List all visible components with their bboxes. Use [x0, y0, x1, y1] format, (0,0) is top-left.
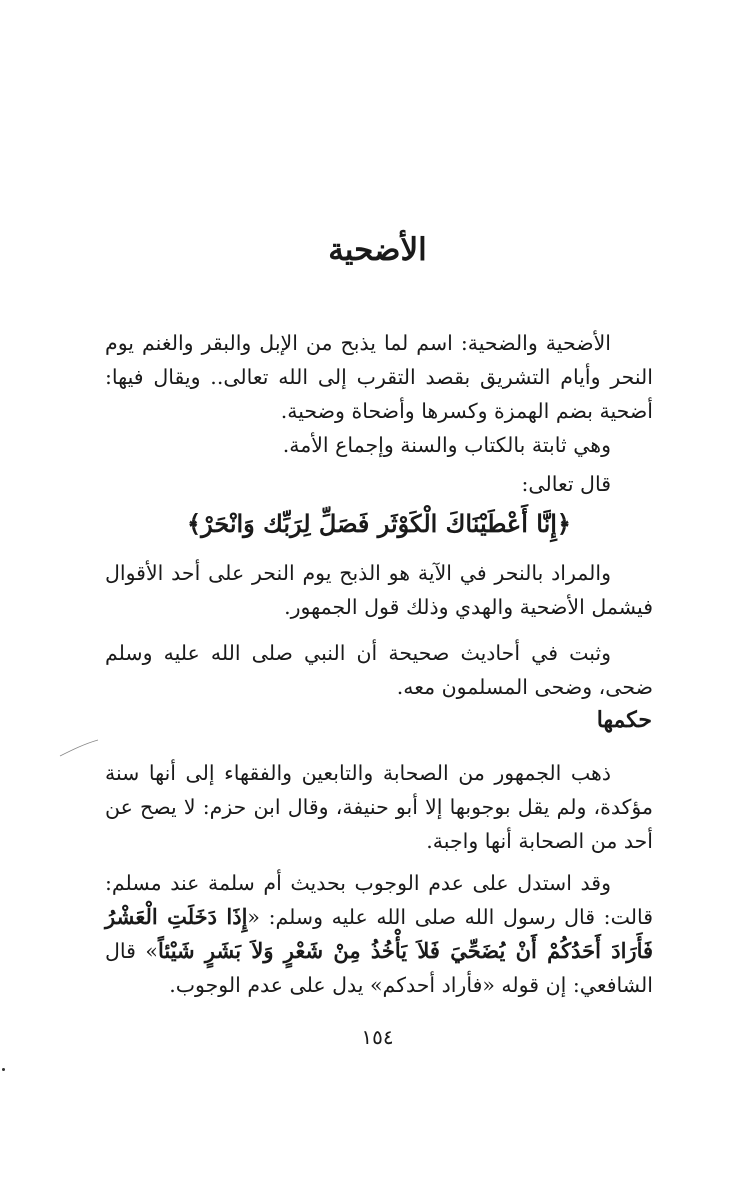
pen-stroke-mark — [58, 738, 100, 758]
hadith-quote: إِذَا دَخَلَتِ الْعَشْرُ فَأَرَادَ أَحَدُكُمْ أَنْ يُضَحِّيَ فَلاَ يَأْخُذُ مِنْ شَعْرٍ وَلاَ بَشَرٍ شَيْئاً — [105, 904, 654, 963]
ruling-paragraph: ذهب الجمهور من الصحابة والتابعين والفقهاء إلى أنها سنة مؤكدة، ولم يقل بوجوبها إلا أبو حنيفة، وقال ابن حزم: لا يصح عن أحد من الصحابة أنها واجبة. — [105, 761, 653, 853]
page-title: الأضحية — [328, 232, 427, 268]
page-number: ١٥٤ — [361, 1025, 394, 1049]
verse-meaning-paragraph: والمراد بالنحر في الآية هو الذبح يوم النحر على أحد الأقوال فيشمل الأضحية والهدي وذلك قول الجمهور. — [105, 561, 653, 619]
verse-intro: قال تعالى: — [521, 472, 611, 496]
quran-verse: ﴿إِنَّا أَعْطَيْنَاكَ الْكَوْثَر فَصَلِّ لِرَبِّك وَانْحَرْ﴾ — [187, 509, 571, 538]
evidence-paragraph: وهي ثابتة بالكتاب والسنة وإجماع الأمة. — [282, 433, 611, 457]
ruling-evidence-paragraph — [105, 866, 653, 1002]
scan-speck — [2, 1068, 5, 1071]
section-heading-ruling: حكمها — [596, 707, 652, 733]
ruling-evidence-start: وقد استدل على عدم الوجوب بحديث أم سلمة عند مسلم: قالت: قال رسول الله صلى الله عليه وسلم: « — [105, 871, 653, 929]
definition-paragraph: الأضحية والضحية: اسم لما يذبح من الإبل والبقر والغنم يوم النحر وأيام التشريق بقصد التقرب إلى الله تعالى.. ويقال فيها: أضحية بضم الهمزة وكسرها وأضحاة وضحية. — [105, 331, 653, 423]
hadith-note-paragraph: وثبت في أحاديث صحيحة أن النبي صلى الله عليه وسلم ضحى، وضحى المسلمون معه. — [105, 641, 653, 699]
ruling-evidence-end: » قال الشافعي: إن قوله «فأراد أحدكم» يدل على عدم الوجوب. — [105, 939, 653, 997]
